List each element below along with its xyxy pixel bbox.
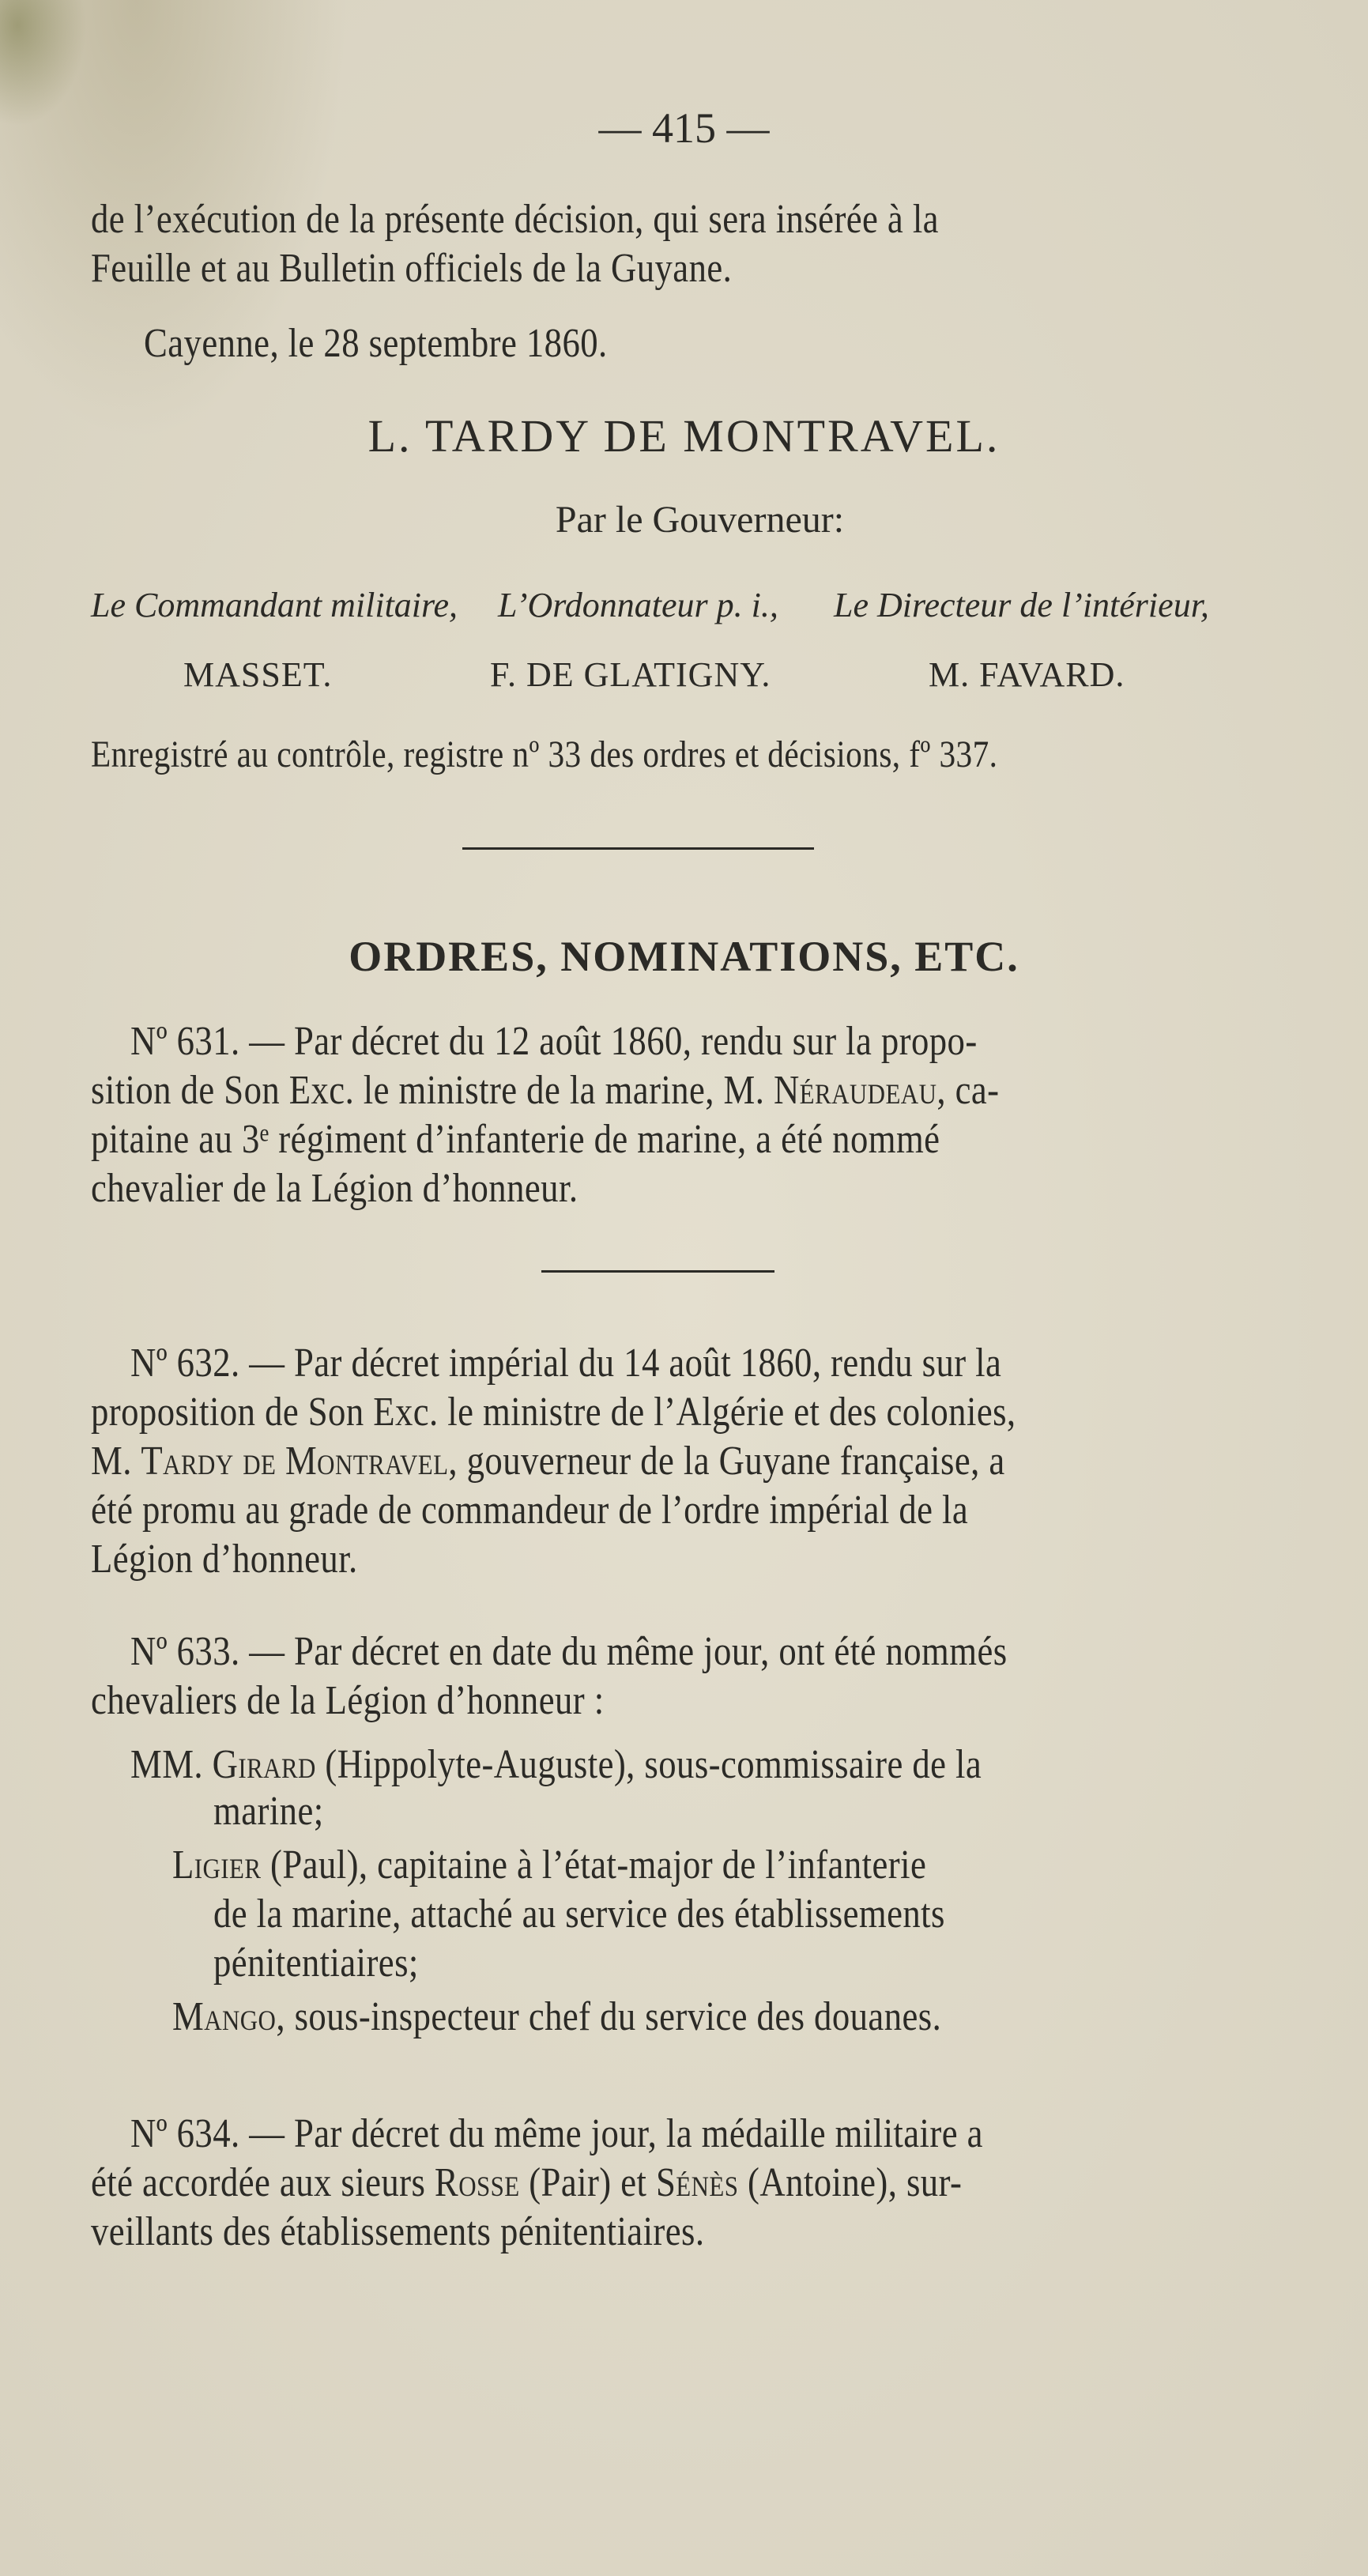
item-632-line: M. Tardy de Montravel, gouverneur de la Guyane française, a — [91, 1439, 1005, 1484]
item-633-line: chevaliers de la Légion d’honneur : — [91, 1678, 605, 1723]
name-tardy-de-montravel: Tardy de Montravel — [141, 1439, 449, 1484]
item-632-line: Nº 632. — Par décret impérial du 14 août 1860, rendu sur la — [130, 1341, 1002, 1386]
page-number: — 415 — — [598, 104, 770, 152]
text-line: de l’exécution de la présente décision, qui sera insérée à la — [91, 197, 939, 242]
item-634-line: veillants des établissements pénitentiaires. — [91, 2209, 705, 2254]
signatory-name-glatigny: F. DE GLATIGNY. — [490, 655, 771, 694]
name-rosse: Rosse — [434, 2160, 520, 2205]
registration-note: Enregistré au contrôle, registre nº 33 des ordres et décisions, fº 337. — [91, 734, 998, 775]
item-634-line: Nº 634. — Par décret du même jour, la médaille militaire a — [130, 2111, 983, 2156]
section-title: ORDRES, NOMINATIONS, ETC. — [349, 933, 1019, 980]
item-633-line: Mango, sous-inspecteur chef du service des douanes. — [172, 1994, 942, 2039]
item-633-line: pénitentiaires; — [213, 1940, 419, 1986]
item-634-line: été accordée aux sieurs Rosse (Pair) et Sénès (Antoine), sur- — [91, 2160, 963, 2205]
signatory-title-ordonnateur: L’Ordonnateur p. i., — [498, 586, 778, 624]
item-632-line: Légion d’honneur. — [91, 1537, 358, 1582]
name-senes: Sénès — [655, 2160, 739, 2205]
item-631-line: pitaine au 3ᵉ régiment d’infanterie de marine, a été nommé — [91, 1117, 940, 1162]
text-line: Feuille et au Bulletin officiels de la Guyane. — [91, 246, 733, 291]
item-633-line: MM. Girard (Hippolyte-Auguste), sous-commissaire de la — [130, 1742, 982, 1787]
item-633-line: Ligier (Paul), capitaine à l’état-major de l’infanterie — [172, 1842, 927, 1888]
name-mango: Mango — [172, 1994, 277, 2039]
name-girard: Girard — [212, 1742, 316, 1787]
item-631-line: chevalier de la Légion d’honneur. — [91, 1166, 578, 1211]
signatory-name-favard: M. FAVARD. — [929, 655, 1125, 694]
section-divider — [462, 847, 814, 850]
item-633-line: Nº 633. — Par décret en date du même jour, ont été nommés — [130, 1629, 1008, 1674]
item-632-line: proposition de Son Exc. le ministre de l’Algérie et des colonies, — [91, 1390, 1016, 1435]
item-631-line: sition de Son Exc. le ministre de la marine, M. Néraudeau, ca- — [91, 1068, 1000, 1113]
name-ligier: Ligier — [172, 1842, 262, 1888]
item-631-line: Nº 631. — Par décret du 12 août 1860, rendu sur la propo- — [130, 1019, 978, 1064]
par-le-gouverneur: Par le Gouverneur: — [555, 499, 845, 541]
item-divider — [541, 1270, 774, 1273]
signatory-title-military: Le Commandant militaire, — [91, 586, 458, 624]
name-neraudeau: Néraudeau — [773, 1068, 937, 1113]
governor-name: L. TARDY DE MONTRAVEL. — [367, 410, 1001, 462]
signatory-title-interior: Le Directeur de l’intérieur, — [834, 586, 1209, 624]
item-633-line: de la marine, attaché au service des établissements — [213, 1891, 945, 1937]
place-date: Cayenne, le 28 septembre 1860. — [144, 321, 608, 366]
item-633-line: marine; — [213, 1789, 324, 1834]
signatory-name-masset: MASSET. — [183, 655, 333, 694]
item-632-line: été promu au grade de commandeur de l’ordre impérial de la — [91, 1488, 969, 1533]
